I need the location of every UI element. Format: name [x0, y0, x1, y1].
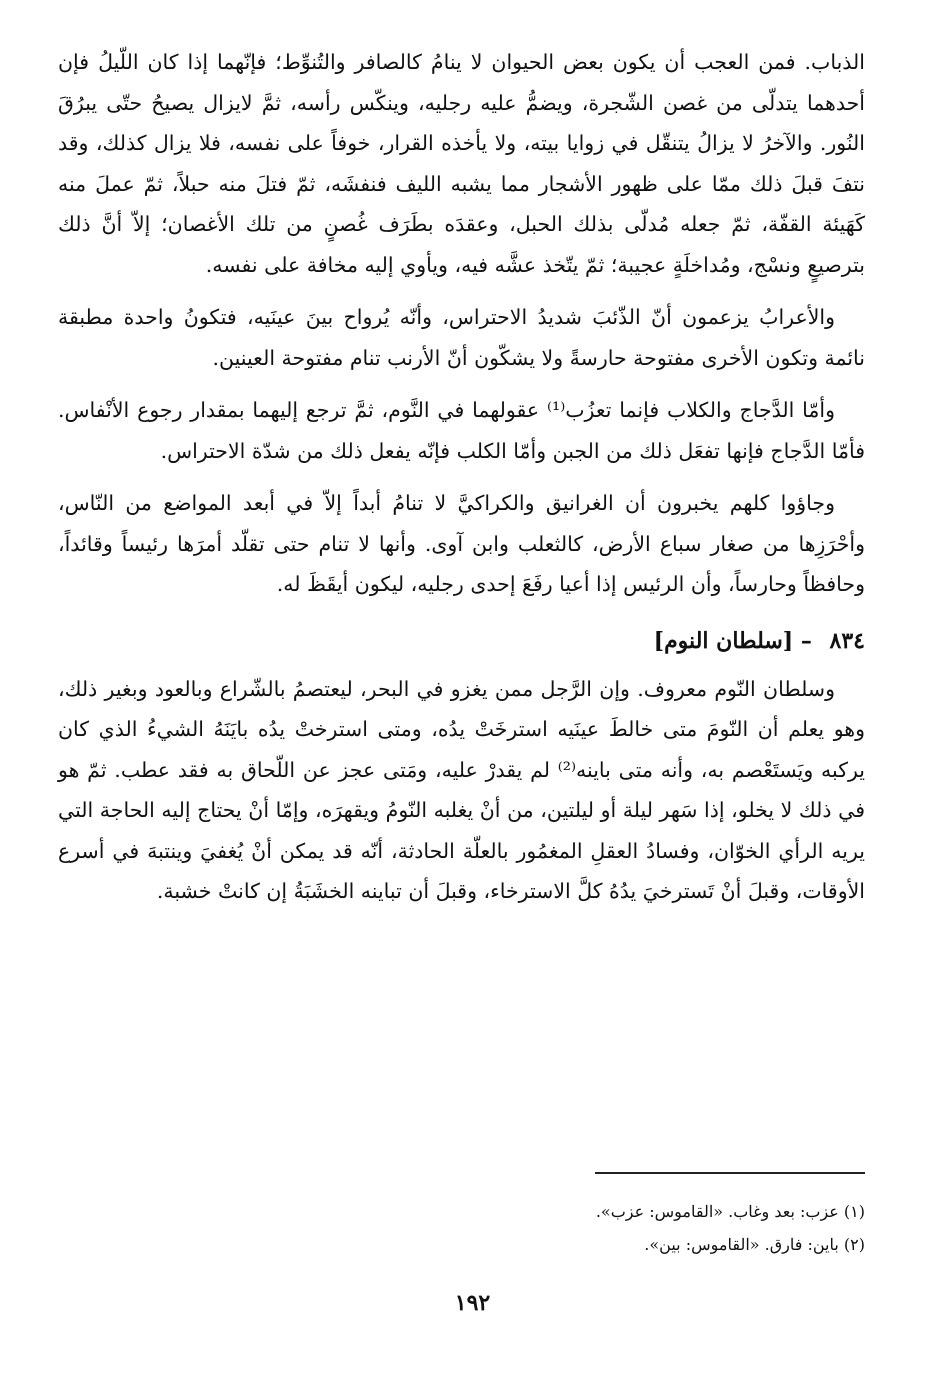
- section-heading: [58, 621, 865, 661]
- paragraph-1: الذباب. فمن العجب أن يكون بعض الحيوان لا ينامُ كالصافر والتُنوِّط؛ فإنّهما إذا كان اللّيلُ فإن أحدهما يتدلّى من غصن الشّجرة، ويضمُّ عليه رجليه، وينكّس رأسه، ثمَّ لايزال يصيحُ حتّى يبرُقَ النُور. والآخرُ لا يزالُ يتنقّل في زوايا بيته، ولا يأخذه القرار، خوفاً على نفسه، فلا يزال كذلك، وقد نتفَ قبلَ ذلك ممّا على ظهور الأشجار مما يشبه الليف فنفشَه، ثمّ فتلَ منه حبلاً، ثمّ عملَ منه كَهَيئة القفّة، ثمّ جعله مُدلّى بذلك الحبل، وعقدَه بطَرَف غُصنٍ من تلك الأغصان؛ إلاّ أنَّ ذلك بترصيعٍ ونسْج، ومُداخلَةٍ عجيبة؛ ثمّ يتّخذ عشَّه فيه، ويأوي إليه مخافة على نفسه.: [58, 50, 865, 277]
- footnotes: [265, 1195, 865, 1261]
- paragraph-4: وجاؤوا كلهم يخبرون أن الغرانيق والكراكيَّ لا تنامُ أبداً إلاّ في أبعد المواضع من النّاس، وأحْرَزِها من صغار سباع الأرض، كالثعلب وابن آوى. وأنها لا تنام حتى تقلّد أمرَها رئيساً وقائداً، وحافظاً وحارساً، وأن الرئيس إذا أعيا رفَعَ إحدى رجليه، ليكون أيقَظَ له.: [58, 491, 865, 596]
- section-dash: –: [800, 627, 812, 654]
- main-text: [58, 42, 865, 912]
- section-title: [سلطان النوم]: [653, 627, 794, 654]
- section-paragraph: وسلطان النّوم معروف. وإن الرَّجل ممن يغزو في البحر، ليعتصمُ بالشّراع وبالعود وبغير ذلك، وهو يعلم أن النّومَ متى خالطَ عينَيه استرخَتْ يدُه، ومتى استرختْ يدُه بايَنَهُ الشيءُ الذي كان يركبه ويَستَعْصم به، وأنه متى باينه⁽²⁾ لم يقدرْ عليه، ومَتى عجز عن اللّحاق به فقد عطب. ثمّ هو في ذلك لا يخلو، إذا سَهر ليلة أو ليلتين، من أنْ يغلبه النّومُ ويقهرَه، وإمّا أنْ يحتاج إليه الحاجة التي يريه الرأي الخوّان، وفسادُ العقلِ المغمُور بالعلّة الحادثة، أنّه قد يمكن أنْ يُغفيَ وينتبهَ في أسرع الأوقات، وقبلَ أنْ تَسترخيَ يدُهُ كلَّ الاسترخاء، وقبلَ أن تباينه الخشَبَةُ إن كانتْ خشبة.: [58, 676, 865, 903]
- section-number: ٨٣٤: [829, 627, 865, 654]
- paragraph-3: وأمّا الدَّجاج والكلاب فإنما تعزُب⁽¹⁾ عقولهما في النَّوم، ثمَّ ترجع إليهما بمقدار رجوع الأنْفاس. فأمّا الدَّجاج فإنها تفعَل ذلك من الجبن وأمّا الكلب فإنّه يفعل ذلك من شدّة الاحتراس.: [58, 398, 865, 463]
- paragraph-2: والأعرابُ يزعمون أنّ الذّئبَ شديدُ الاحتراس، وأنّه يُرواح بينَ عينَيه، فتكونُ واحدة مطبقة نائمة وتكون الأخرى مفتوحة حارسةً ولا يشكّون أنّ الأرنب تنام مفتوحة العينين.: [58, 305, 865, 370]
- footnote-2: (٢) باين: فارق. «القاموس: بين».: [644, 1235, 865, 1254]
- page-number: ١٩٢: [454, 1290, 491, 1316]
- footnote-1: (١) عزب: بعد وغاب. «القاموس: عزب».: [595, 1202, 865, 1221]
- footnote-divider: [595, 1172, 865, 1174]
